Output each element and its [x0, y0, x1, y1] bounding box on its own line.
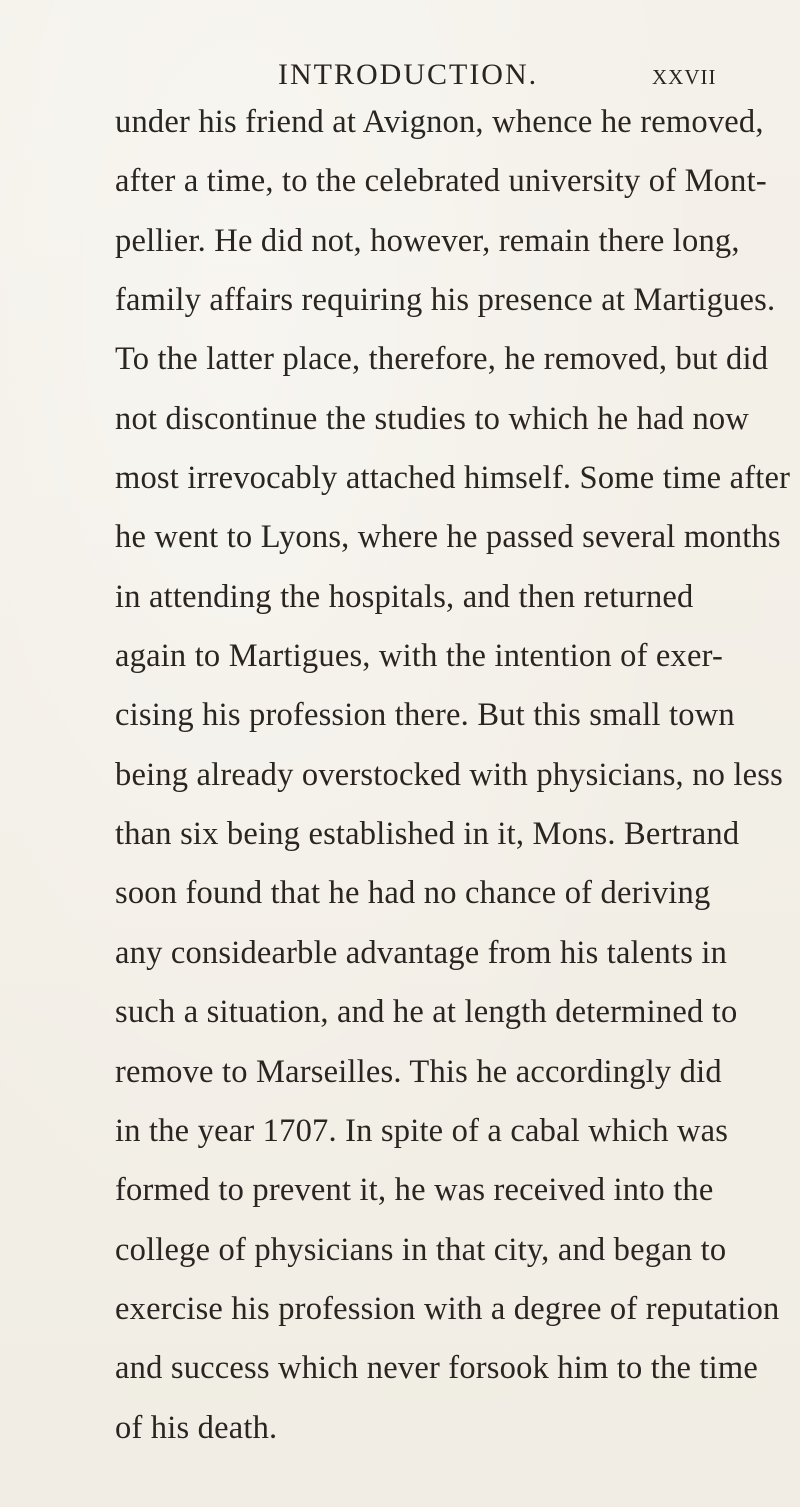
text-line: any considearble advantage from his talents in [115, 934, 728, 971]
text-line: remove to Marseilles. This he accordingly did [115, 1053, 722, 1090]
text-line: not discontinue the studies to which he had now [115, 400, 750, 437]
text-line: being already overstocked with physicians, no less [115, 756, 783, 793]
text-line: such a situation, and he at length determined to [115, 994, 738, 1031]
text-line-last: of his death. [115, 1409, 278, 1446]
running-head [0, 58, 800, 98]
text-line: pellier. He did not, however, remain there long, [115, 222, 740, 259]
text-line: in the year 1707. In spite of a cabal which was [115, 1112, 729, 1149]
text-line: than six being established in it, Mons. Bertrand [115, 816, 740, 853]
page-number: xxvii [652, 58, 717, 91]
text-line: family affairs requiring his presence at Martigues. [115, 282, 776, 319]
text-line: cising his profession there. But this small town [115, 697, 735, 734]
text-line: exercise his profession with a degree of reputation [115, 1290, 780, 1327]
text-line: and success which never forsook him to the time [115, 1350, 758, 1387]
text-line: To the latter place, therefore, he removed, but did [115, 341, 769, 378]
text-line: he went to Lyons, where he passed several months [115, 519, 781, 556]
text-line: under his friend at Avignon, whence he removed, [115, 104, 764, 140]
text-line: after a time, to the celebrated university of Mont- [115, 163, 767, 200]
text-line: again to Martigues, with the intention of exer- [115, 638, 724, 675]
text-line: soon found that he had no chance of deriving [115, 875, 711, 912]
text-line: in attending the hospitals, and then returned [115, 578, 694, 615]
text-line: formed to prevent it, he was received into the [115, 1172, 714, 1209]
text-line: most irrevocably attached himself. Some time after [115, 460, 791, 497]
running-head-title: INTRODUCTION. [278, 58, 539, 91]
text-line: college of physicians in that city, and began to [115, 1231, 727, 1268]
body-paragraph [115, 93, 791, 1458]
